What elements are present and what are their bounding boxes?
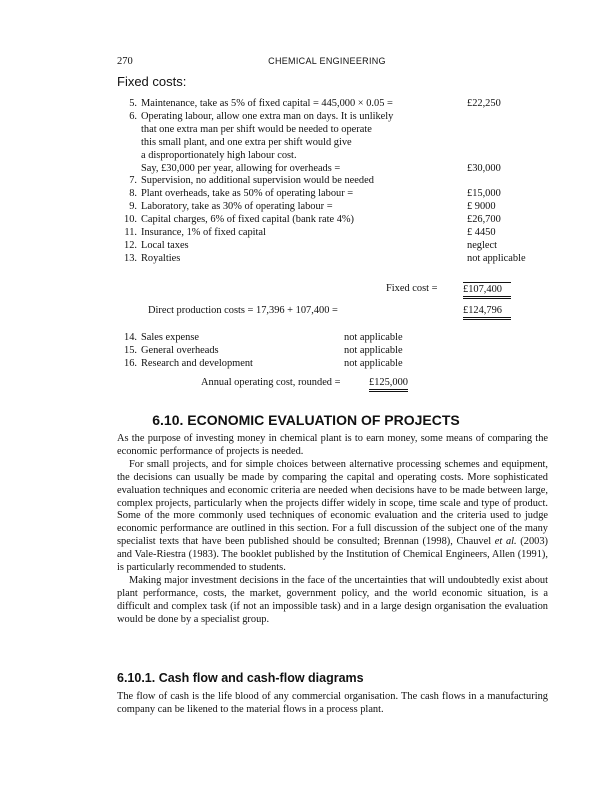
cost-item-6: 6. Operating labour, allow one extra man on days. It is unlikely that one extra man per shift would be needed to operate this small plant, and one extra per shift would give a disproportionately high labour cost. Say, £30,000 per year, allowing for overheads = £30,000 — [129, 110, 501, 174]
cost-item-14: 14. Sales expense not applicable — [124, 332, 403, 343]
direct-production-label: Direct production costs = 17,396 + 107,400 = — [148, 305, 338, 316]
fixed-cost-list — [117, 98, 547, 266]
cost-value: £ 4450 — [467, 227, 496, 239]
cost-item-10: 10. Capital charges, 6% of fixed capital (bank rate 4%) £26,700 — [124, 214, 501, 226]
other-costs-list — [117, 331, 403, 370]
cost-value: not applicable — [344, 345, 403, 356]
cost-item-12: 12. Local taxes neglect — [124, 239, 497, 251]
fixed-cost-label: Fixed cost = — [386, 283, 438, 294]
annual-operating-cost-label: Annual operating cost, rounded = — [201, 377, 341, 388]
cost-item-7: 7. Supervision, no additional supervision would be needed — [129, 175, 374, 187]
direct-production-total: £124,796 — [463, 305, 511, 320]
cost-value: not applicable — [467, 252, 526, 264]
section-body — [117, 433, 548, 627]
subsection-body — [117, 691, 548, 717]
paragraph: The flow of cash is the life blood of any commercial organisation. The cash flows in a manufacturing company can be likened to the material flows in a process plant. — [117, 691, 548, 715]
cost-item-8: 8. Plant overheads, take as 50% of operating labour = £15,000 — [129, 188, 501, 200]
cost-value: £30,000 — [467, 162, 501, 174]
subsection-title: 6.10.1. Cash flow and cash-flow diagrams — [117, 671, 364, 685]
paragraph: Making major investment decisions in the face of the uncertainties that will undoubtedly exist about plant performance, costs, the market, government policy, and the world economic situation, is a difficult and complex task (if not an impossible task) and in a large design organisation the evaluation would be done by a specialist group. — [117, 574, 548, 625]
cost-item-9: 9. Laboratory, take as 30% of operating labour = £ 9000 — [129, 201, 496, 213]
page-header — [117, 56, 537, 70]
page-number: 270 — [117, 56, 133, 67]
running-title: CHEMICAL ENGINEERING — [268, 56, 386, 66]
cost-value: £15,000 — [467, 188, 501, 200]
fixed-costs-heading: Fixed costs: — [117, 74, 187, 89]
cost-value: not applicable — [344, 358, 403, 369]
cost-value: £ 9000 — [467, 201, 496, 213]
annual-operating-cost-total: £125,000 — [369, 377, 408, 392]
cost-item-5: 5. Maintenance, take as 5% of fixed capital = 445,000 × 0.05 = £22,250 — [129, 98, 501, 109]
cost-item-15: 15. General overheads not applicable — [124, 345, 403, 356]
cost-value: £26,700 — [467, 214, 501, 226]
cost-item-11: 11. Insurance, 1% of fixed capital £ 4450 — [124, 227, 496, 239]
cost-value: not applicable — [344, 332, 403, 343]
paragraph: As the purpose of investing money in chemical plant is to earn money, some means of comparing the economic performance of projects is needed. — [117, 433, 548, 457]
fixed-cost-total: £107,400 — [463, 280, 511, 299]
cost-value: neglect — [467, 239, 497, 251]
cost-item-13: 13. Royalties not applicable — [124, 252, 526, 264]
paragraph: For small projects, and for simple choices between alternative processing schemes and equipment, the decisions can usually be made by comparing the capital and operating costs. More sophisticated evaluation techniques and economic criteria are needed when decisions have to be made between large, complex projects, particularly when the projects differ widely in scope, time scale and type of product. Some of the more commonly used techniques of economic evaluation and the criteria used to judge economic performance are outlined in this section. For a full discussion of the subject one of the many specialist texts that have been published should be consulted; Brennan (1998), Chauvel et al. (2003) and Vale-Riestra (1983). The booklet published by the Institution of Chemical Engineers, Allen (1991), is particularly recommended to students. — [117, 458, 548, 574]
section-title: 6.10. ECONOMIC EVALUATION OF PROJECTS — [152, 412, 460, 428]
cost-item-16: 16. Research and development not applicable — [124, 358, 403, 369]
cost-value: £22,250 — [467, 98, 501, 109]
